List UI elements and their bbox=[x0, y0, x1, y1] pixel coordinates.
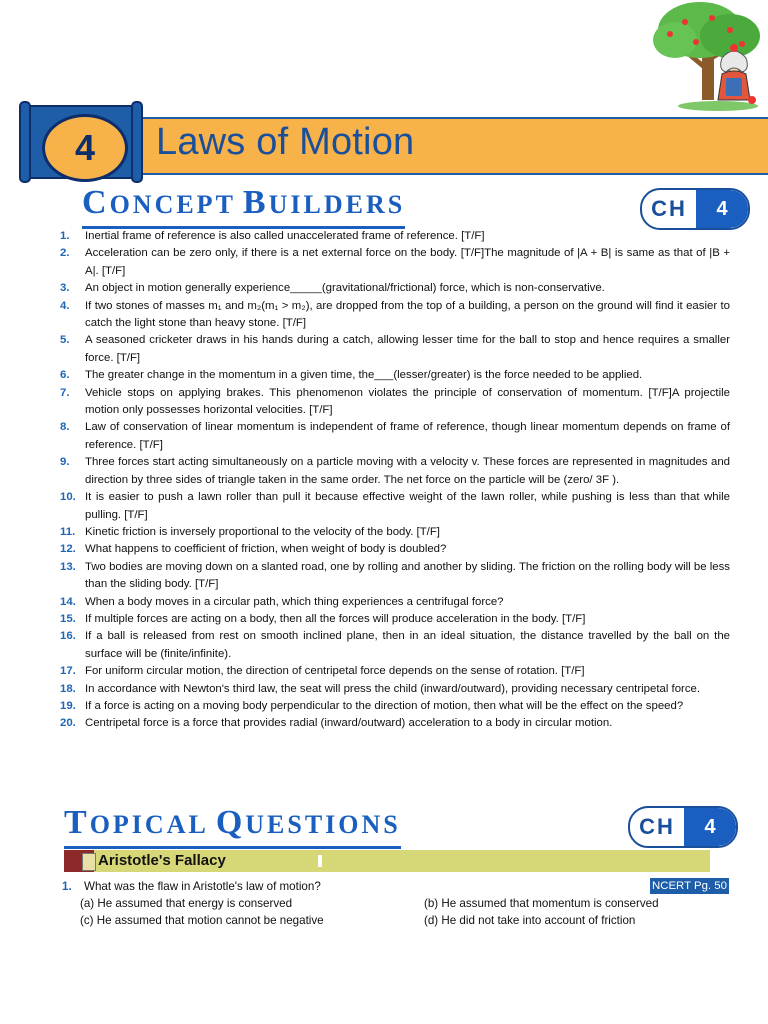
question-text: If a force is acting on a moving body perpendicular to the direction of motion, then what will be the effect on the speed? bbox=[85, 699, 684, 712]
question-item bbox=[60, 419, 730, 454]
question-item bbox=[60, 280, 730, 297]
question-number: 13. bbox=[60, 560, 76, 573]
question-number: 14. bbox=[60, 595, 76, 608]
page-icon bbox=[82, 853, 96, 871]
question-item bbox=[60, 628, 730, 663]
question-item bbox=[60, 245, 730, 280]
concept-builders-list bbox=[60, 228, 730, 733]
question-text: Kinetic friction is inversely proportional to the velocity of the body. [T/F] bbox=[85, 525, 440, 538]
topic-bar-marker bbox=[318, 855, 322, 867]
question-text: What happens to coefficient of friction, when weight of body is doubled? bbox=[85, 543, 447, 556]
question-number: 17. bbox=[60, 665, 76, 678]
question-item bbox=[60, 228, 730, 245]
topical-questions-heading: TOPICAL QUESTIONS bbox=[64, 806, 401, 849]
option-a: (a) He assumed that energy is conserved bbox=[80, 897, 293, 910]
question-text: Vehicle stops on applying brakes. This phenomenon violates the principle of conservation of momentum. [T/F]A projectile motion only possesses horizontal velocities. [T/F] bbox=[85, 386, 730, 417]
question-item bbox=[60, 524, 730, 541]
question-item bbox=[60, 698, 730, 715]
question-item bbox=[60, 489, 730, 524]
newton-apple-tree-illustration bbox=[630, 0, 768, 112]
question-number: 15. bbox=[60, 612, 76, 625]
question-number: 2. bbox=[60, 247, 70, 260]
question-number: 10. bbox=[60, 491, 76, 504]
question-number: 4. bbox=[60, 299, 70, 312]
question-text: When a body moves in a circular path, which thing experiences a centrifugal force? bbox=[85, 595, 504, 608]
topical-question-1: 1. What was the flaw in Aristotle's law of motion? bbox=[62, 880, 321, 893]
ncert-reference: NCERT Pg. 50 bbox=[652, 880, 727, 892]
question-number: 16. bbox=[60, 630, 76, 643]
question-text: Two bodies are moving down on a slanted road, one by rolling and another by sliding. The friction on the rolling body will be less than the sliding body. [T/F] bbox=[85, 560, 730, 591]
question-text: For uniform circular motion, the direction of centripetal force depends on the sense of rotation. [T/F] bbox=[85, 665, 585, 678]
question-text: In accordance with Newton's third law, the seat will press the child (inward/outward), providing necessary centripetal force. bbox=[85, 682, 701, 695]
question-item bbox=[60, 559, 730, 594]
question-number: 5. bbox=[60, 334, 70, 347]
chapter-badge: CH 4 bbox=[628, 806, 738, 848]
question-item bbox=[60, 541, 730, 558]
question-text: If two stones of masses m₁ and m₂(m₁ > m₂), are dropped from the top of a building, a person on the ground will find it easier to catch the light stone than heavy stone. [T/F] bbox=[85, 299, 730, 330]
question-number: 12. bbox=[60, 543, 76, 556]
question-item bbox=[60, 594, 730, 611]
question-item bbox=[60, 611, 730, 628]
chapter-badge: CH 4 bbox=[640, 188, 750, 230]
question-number: 20. bbox=[60, 717, 76, 730]
question-item bbox=[60, 367, 730, 384]
topic-label: Aristotle's Fallacy bbox=[98, 852, 226, 869]
question-item bbox=[60, 454, 730, 489]
question-text: If a ball is released from rest on smooth inclined plane, then in an ideal situation, the distance travelled by the ball on the surface will be (finite/infinite). bbox=[85, 630, 730, 660]
question-item bbox=[60, 681, 730, 698]
question-number: 11. bbox=[60, 525, 76, 538]
question-item bbox=[60, 715, 730, 732]
question-text: It is easier to push a lawn roller than pull it because effective weight of the lawn roller, while pushing is less than that while pulling. [T/F] bbox=[85, 491, 730, 521]
question-number: 7. bbox=[60, 386, 70, 399]
chapter-title: Laws of Motion bbox=[156, 121, 415, 163]
question-number: 18. bbox=[60, 682, 76, 695]
option-d: (d) He did not take into account of friction bbox=[424, 914, 636, 927]
option-b: (b) He assumed that momentum is conserved bbox=[424, 897, 659, 910]
question-number: 9. bbox=[60, 456, 70, 469]
question-number: 6. bbox=[60, 369, 70, 382]
question-text: The greater change in the momentum in a given time, the___(lesser/greater) is the force needed to be applied. bbox=[85, 369, 643, 382]
question-item bbox=[60, 332, 730, 367]
question-text: A seasoned cricketer draws in his hands during a catch, allowing lesser time for the ball to stop and hence requires a smaller force. [T/F] bbox=[85, 334, 730, 364]
question-number: 3. bbox=[60, 282, 70, 295]
question-number: 1. bbox=[60, 230, 70, 242]
question-item bbox=[60, 385, 730, 420]
question-text: Inertial frame of reference is also called unaccelerated frame of reference. [T/F] bbox=[85, 230, 485, 242]
chapter-number: 4 bbox=[42, 114, 128, 182]
question-item bbox=[60, 298, 730, 333]
question-number: 19. bbox=[60, 699, 76, 712]
question-text: If multiple forces are acting on a body, then all the forces will produce acceleration in the body. [T/F] bbox=[85, 612, 586, 625]
question-text: Law of conservation of linear momentum is independent of frame of reference, though linear momentum depends on frame of reference. [T/F] bbox=[85, 421, 730, 451]
concept-builders-heading: CONCEPT BUILDERS bbox=[82, 186, 405, 229]
question-text: Three forces start acting simultaneously on a particle moving with a velocity v. These forces are represented in magnitudes and direction by three sides of triangle taken in the same order. The net force on the particle will be (zero/ 3F ). bbox=[85, 456, 730, 486]
question-text: Centripetal force is a force that provides radial (inward/outward) acceleration to a body in circular motion. bbox=[85, 717, 613, 730]
question-number: 8. bbox=[60, 421, 70, 434]
option-c: (c) He assumed that motion cannot be negative bbox=[80, 914, 324, 927]
question-item bbox=[60, 663, 730, 680]
question-text: Acceleration can be zero only, if there is a net external force on the body. [T/F]The magnitude of |A + B| is same as that of |B + A|. [T/F] bbox=[85, 247, 730, 277]
question-text: An object in motion generally experience_____(gravitational/frictional) force, which is non-conservative. bbox=[85, 282, 605, 295]
